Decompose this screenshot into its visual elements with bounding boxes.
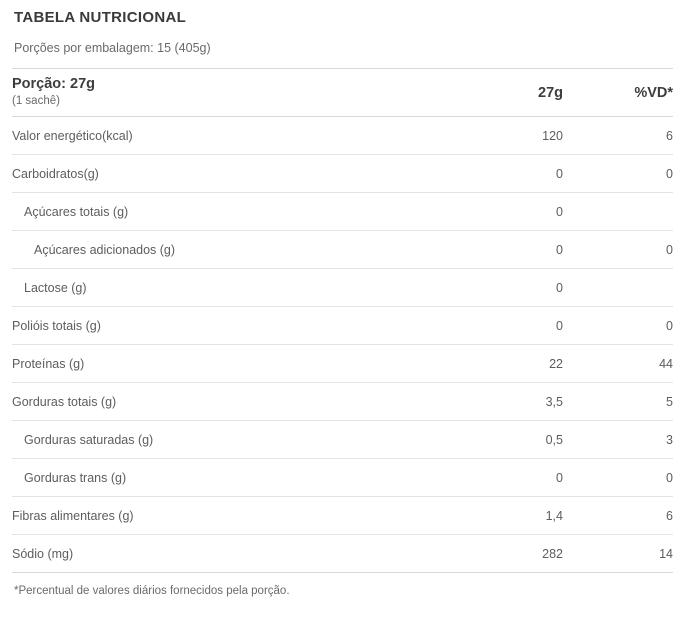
table-row bbox=[12, 345, 673, 383]
nutrient-label: Proteínas (g) bbox=[12, 345, 423, 383]
serving-size-sublabel: (1 sachê) bbox=[12, 95, 60, 108]
nutrient-amount: 1,4 bbox=[423, 497, 563, 535]
nutrient-label: Polióis totais (g) bbox=[12, 307, 423, 345]
nutrient-amount: 3,5 bbox=[423, 383, 563, 421]
nutrient-label: Valor energético(kcal) bbox=[12, 117, 423, 155]
nutrient-label: Carboidratos(g) bbox=[12, 155, 423, 193]
nutrient-daily-value: 0 bbox=[563, 307, 673, 345]
nutrient-amount: 0 bbox=[423, 307, 563, 345]
table-row bbox=[12, 269, 673, 307]
nutrient-daily-value: 0 bbox=[563, 155, 673, 193]
nutrient-amount: 0,5 bbox=[423, 421, 563, 459]
nutrient-amount: 0 bbox=[423, 459, 563, 497]
nutrient-daily-value: 5 bbox=[563, 383, 673, 421]
footnote: *Percentual de valores diários fornecidos pela porção. bbox=[14, 585, 290, 597]
table-row bbox=[12, 421, 673, 459]
table-header-row bbox=[12, 69, 673, 117]
serving-size-header bbox=[12, 69, 423, 117]
table-row bbox=[12, 497, 673, 535]
nutrient-label: Gorduras saturadas (g) bbox=[12, 421, 423, 459]
nutrient-label: Açúcares totais (g) bbox=[12, 193, 423, 231]
nutrient-amount: 22 bbox=[423, 345, 563, 383]
table-row bbox=[12, 383, 673, 421]
nutrient-label: Gorduras totais (g) bbox=[12, 383, 423, 421]
nutrient-daily-value: 6 bbox=[563, 117, 673, 155]
table-row bbox=[12, 535, 673, 573]
nutrient-daily-value bbox=[563, 193, 673, 231]
table-row bbox=[12, 307, 673, 345]
nutrient-daily-value: 3 bbox=[563, 421, 673, 459]
serving-size-label: Porção: 27g bbox=[12, 76, 95, 93]
nutrient-amount: 0 bbox=[423, 155, 563, 193]
nutrition-table bbox=[12, 68, 673, 573]
table-row bbox=[12, 193, 673, 231]
nutrient-label: Açúcares adicionados (g) bbox=[12, 231, 423, 269]
table-row bbox=[12, 231, 673, 269]
nutrient-label: Fibras alimentares (g) bbox=[12, 497, 423, 535]
page-title: TABELA NUTRICIONAL bbox=[14, 9, 187, 26]
nutrient-amount: 120 bbox=[423, 117, 563, 155]
nutrient-label: Lactose (g) bbox=[12, 269, 423, 307]
nutrient-amount: 0 bbox=[423, 231, 563, 269]
nutrient-amount: 0 bbox=[423, 269, 563, 307]
nutrient-daily-value: 0 bbox=[563, 231, 673, 269]
nutrient-label: Sódio (mg) bbox=[12, 535, 423, 573]
table-row bbox=[12, 459, 673, 497]
amount-column-header: 27g bbox=[423, 69, 563, 117]
nutrient-daily-value: 44 bbox=[563, 345, 673, 383]
nutrient-amount: 282 bbox=[423, 535, 563, 573]
nutrient-daily-value bbox=[563, 269, 673, 307]
nutrient-label: Gorduras trans (g) bbox=[12, 459, 423, 497]
table-row bbox=[12, 155, 673, 193]
nutrient-daily-value: 6 bbox=[563, 497, 673, 535]
nutrition-table-body bbox=[12, 69, 673, 573]
nutrient-amount: 0 bbox=[423, 193, 563, 231]
servings-per-package: Porções por embalagem: 15 (405g) bbox=[14, 41, 211, 55]
dv-column-header: %VD* bbox=[563, 69, 673, 117]
nutrient-daily-value: 14 bbox=[563, 535, 673, 573]
table-row bbox=[12, 117, 673, 155]
nutrient-daily-value: 0 bbox=[563, 459, 673, 497]
